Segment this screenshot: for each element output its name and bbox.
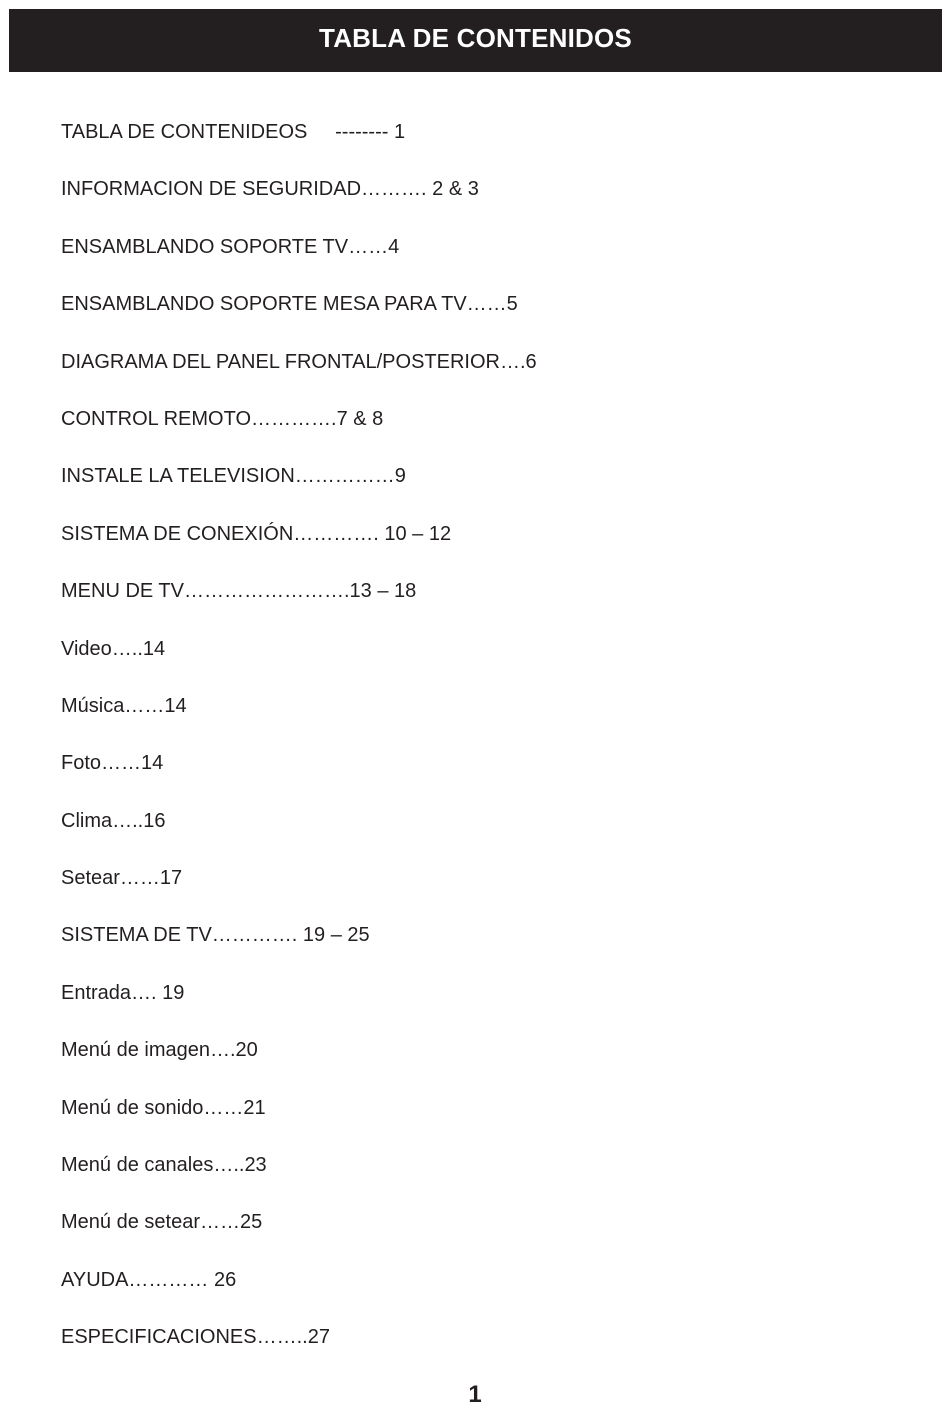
toc-entry: Video…..14	[61, 637, 166, 660]
toc-entry: Foto……14	[61, 752, 164, 775]
toc-entry: INSTALE LA TELEVISION……………9	[61, 465, 406, 488]
toc-entry: Menú de imagen….20	[61, 1039, 258, 1062]
toc-entry: Música……14	[61, 694, 187, 717]
toc-entry: Menú de setear……25	[61, 1211, 263, 1234]
toc-entry: SISTEMA DE TV…………. 19 – 25	[61, 924, 370, 947]
toc-entry: SISTEMA DE CONEXIÓN…………. 10 – 12	[61, 522, 452, 545]
toc-entry: ESPECIFICACIONES……..27	[61, 1326, 330, 1349]
toc-entry: Entrada…. 19	[61, 981, 185, 1004]
toc-entry: INFORMACION DE SEGURIDAD………. 2 & 3	[61, 178, 479, 201]
toc-entry: ENSAMBLANDO SOPORTE TV……4	[61, 235, 400, 258]
page-title: TABLA DE CONTENIDOS	[319, 23, 632, 53]
table-of-contents	[61, 114, 537, 1377]
toc-entry: TABLA DE CONTENIDEOS -------- 1	[61, 121, 406, 143]
toc-entry: Menú de sonido……21	[61, 1096, 266, 1119]
toc-entry: CONTROL REMOTO………….7 & 8	[61, 407, 384, 430]
toc-entry: AYUDA………… 26	[61, 1268, 237, 1291]
header-bar	[9, 9, 942, 72]
toc-entry: DIAGRAMA DEL PANEL FRONTAL/POSTERIOR….6	[61, 350, 537, 373]
toc-entry: Clima…..16	[61, 809, 166, 832]
page-number: 1	[468, 1381, 482, 1408]
toc-entry: Menú de canales…..23	[61, 1154, 267, 1177]
toc-entry: MENU DE TV…………………….13 – 18	[61, 580, 417, 603]
toc-entry: Setear……17	[61, 867, 183, 890]
toc-entry: ENSAMBLANDO SOPORTE MESA PARA TV……5	[61, 293, 518, 316]
